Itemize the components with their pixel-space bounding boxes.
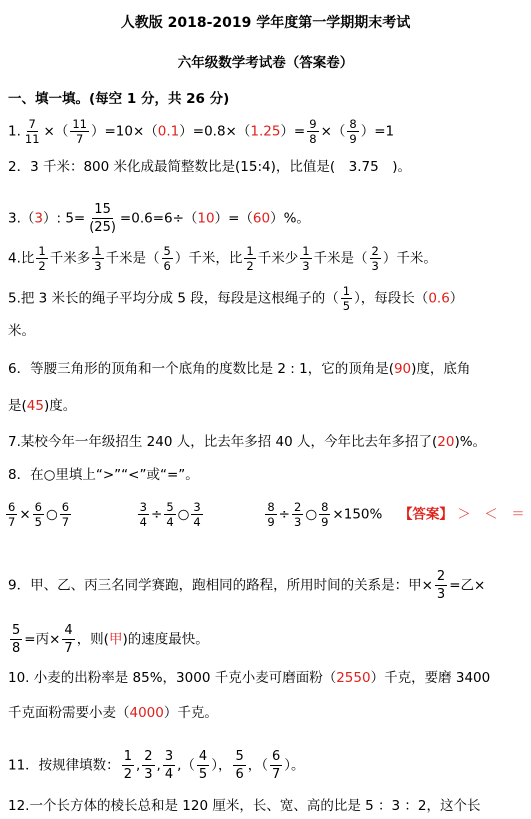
answer: 1.25 xyxy=(250,123,281,140)
question-1: 1. $\frac{7}{11}$ ×（ $\frac{11}{7}$ ）=10×（0.1）=0.8×（1.25）= $\frac{9}{8}$ ×（ $\frac{8}{9}$ ）=1 xyxy=(8,117,395,146)
question-8-exprs xyxy=(4,500,525,529)
section-heading: 一、填一填。(每空 1 分，共 26 分) xyxy=(8,91,230,107)
answer: 60 xyxy=(252,210,271,227)
compare-expr-3: $\frac{8}{9}$ ÷ $\frac{2}{3}$ ○ $\frac{8}{9}$ ×150% xyxy=(267,500,383,529)
question-10: 10. 小麦的出粉率是 85%，3000 千克小麦可磨面粉（2550）千克，要磨 3400 xyxy=(8,670,491,686)
page-subtitle: 六年级数学考试卷（答案卷） xyxy=(177,55,354,71)
answer: 0.6 xyxy=(428,290,450,307)
question-3: 3.（3）: 5= $\frac{15}{(25)}$ =0.6=6÷（10）=（60）%。 xyxy=(8,202,310,235)
question-8: 8．在○里填上“>”“<”或“=”。 xyxy=(8,467,199,483)
question-4: 4.比 $\frac{1}{2}$ 千米多 $\frac{1}{3}$ 千米是（ $\frac{5}{6}$ ）千米，比 $\frac{1}{2}$ 千米少 $\frac{1}{3}$ 千米是（ $\frac{2}{3}$ ）千米。 xyxy=(8,244,437,273)
answer: 4000 xyxy=(129,705,164,721)
question-6-cont: 是(45)度。 xyxy=(8,398,77,414)
question-12: 12.一个长方体的棱长总和是 120 厘米，长、宽、高的比是 5 ：3 ：2，这个长 xyxy=(8,798,481,814)
compare-expr-1: $\frac{6}{7}$ × $\frac{6}{5}$ ○ $\frac{6}{7}$ xyxy=(8,500,70,529)
question-2: 2．3 千米：800 米化成最简整数比是(15:4)，比值是( 3.75 )。 xyxy=(8,159,411,175)
answer: 2550 xyxy=(336,670,371,686)
answer-label: 【答案】 xyxy=(398,506,453,523)
question-11: 11．按规律填数： $\frac{1}{2}$ , $\frac{2}{3}$ , $\frac{3}{4}$ ,（ $\frac{4}{5}$ ）， $\frac{5}{6}$ ，（ $\frac{6}{7}$ ）。 xyxy=(8,749,305,782)
question-5: 5.把 3 米长的绳子平均分成 5 段，每段是这根绳子的（ $\frac{1}{5}$ ），每段长（0.6） xyxy=(8,284,464,313)
question-9: 9．甲、乙、丙三名同学赛跑，跑相同的路程，所用时间的关系是：甲× $\frac{2}{3}$ =乙× xyxy=(8,569,486,602)
answer: 3 xyxy=(34,210,43,227)
answer: 10 xyxy=(197,210,215,227)
answer: 45 xyxy=(26,398,44,414)
question-5-cont: 米。 xyxy=(8,323,35,339)
question-10-cont: 千克面粉需要小麦（4000）千克。 xyxy=(8,705,218,721)
answer: 90 xyxy=(393,361,412,377)
question-6: 6．等腰三角形的顶角和一个底角的度数比是 2 : 1，它的顶角是(90)度，底角 xyxy=(8,361,471,377)
answer: 甲 xyxy=(108,631,123,648)
answer: 0.1 xyxy=(157,123,180,140)
answer: 20 xyxy=(437,434,455,450)
compare-expr-2: $\frac{3}{4}$ ÷ $\frac{5}{4}$ ○ $\frac{3}{4}$ xyxy=(139,500,201,529)
answer: ＞ ＜ ＝ xyxy=(457,506,525,523)
page-title: 人教版 2018-2019 学年度第一学期期末考试 xyxy=(120,15,411,31)
question-7: 7.某校今年一年级招生 240 人，比去年多招 40 人，今年比去年多招了(20)%。 xyxy=(8,434,487,450)
question-9-cont: $\frac{5}{8}$ =丙× $\frac{4}{7}$ ，则(甲)的速度最快。 xyxy=(12,623,209,656)
